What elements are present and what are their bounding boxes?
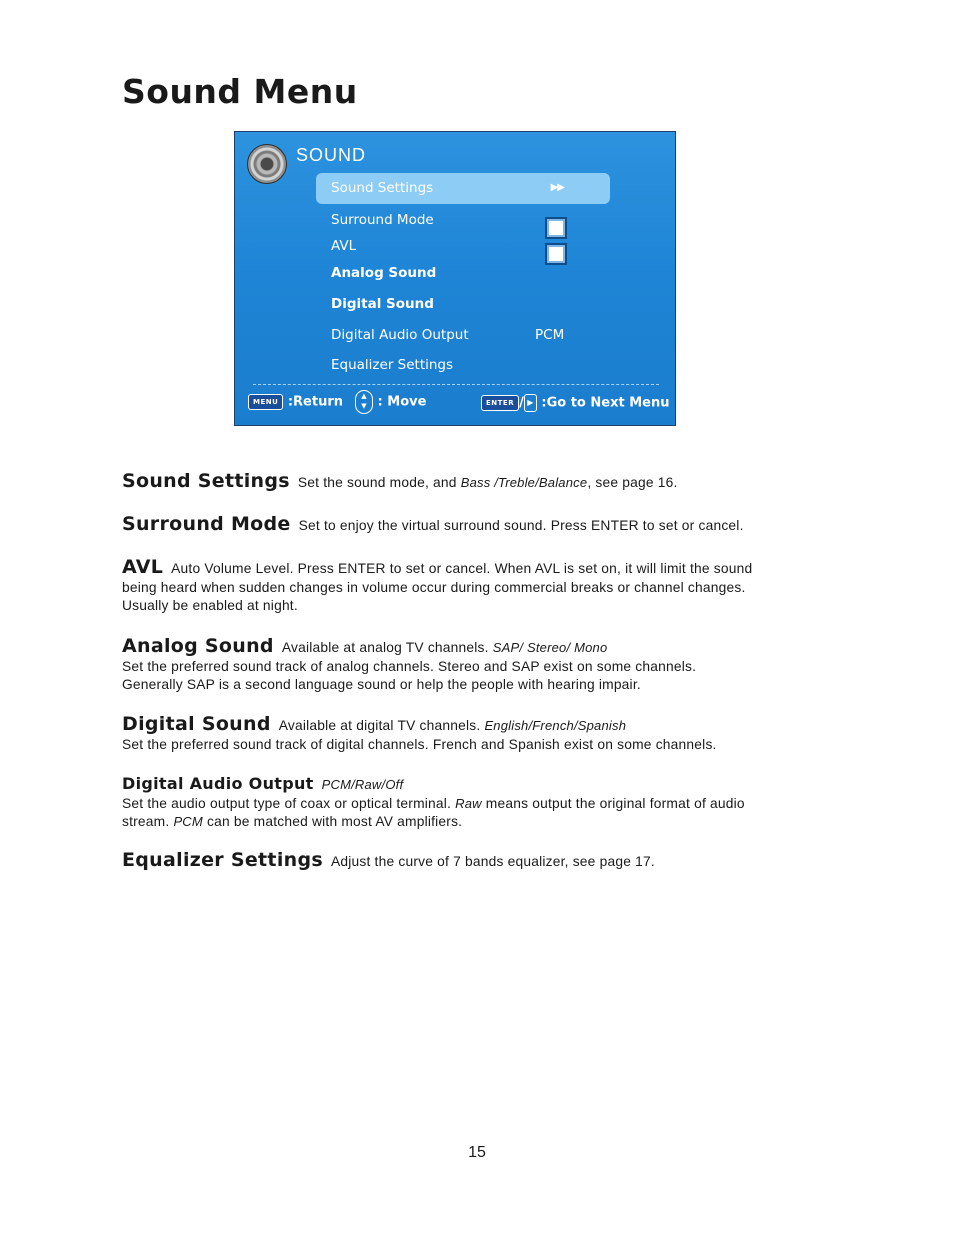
menu-item-surround-mode[interactable]: Surround Mode bbox=[331, 212, 434, 228]
move-label: : Move bbox=[377, 394, 427, 410]
section-options: Bass /Treble/Balance bbox=[460, 475, 588, 490]
section-surround-mode bbox=[122, 515, 822, 536]
return-label: :Return bbox=[287, 394, 343, 410]
menu-key-icon: MENU bbox=[248, 394, 283, 410]
footer-move bbox=[355, 390, 426, 414]
section-text: Auto Volume Level. Press ENTER to set or cancel. When AVL is set on, it will limit the sound being heard when sudden changes in volume occur during commercial breaks or channel changes. Usually be enabled at night. bbox=[122, 561, 753, 613]
section-equalizer-settings bbox=[122, 851, 822, 872]
section-heading: Surround Mode bbox=[122, 513, 291, 535]
section-options: English/French/Spanish bbox=[484, 718, 627, 733]
menu-item-equalizer-settings[interactable]: Equalizer Settings bbox=[331, 357, 454, 373]
avl-checkbox[interactable] bbox=[545, 243, 567, 265]
section-text: Available at analog TV channels. bbox=[281, 640, 493, 655]
section-digital-sound bbox=[122, 715, 822, 754]
section-text: Set the preferred sound track of digital channels. French and Spanish exist on some channels. bbox=[122, 736, 717, 752]
right-arrow-icon: ▶ bbox=[524, 394, 537, 412]
section-heading: Equalizer Settings bbox=[122, 849, 323, 871]
section-text: Generally SAP is a second language sound or help the people with hearing impair. bbox=[122, 677, 641, 692]
raw-term: Raw bbox=[455, 795, 482, 811]
section-heading: Digital Audio Output bbox=[122, 774, 314, 793]
section-heading: Sound Settings bbox=[122, 470, 290, 492]
menu-item-sound-settings[interactable] bbox=[316, 173, 610, 204]
section-heading: Analog Sound bbox=[122, 635, 274, 657]
section-sound-settings bbox=[122, 472, 822, 493]
section-text: Set the audio output type of coax or optical terminal. bbox=[122, 795, 456, 811]
enter-key-icon: ENTER bbox=[481, 395, 519, 411]
section-digital-audio-output bbox=[122, 775, 787, 832]
menu-item-analog-sound[interactable]: Analog Sound bbox=[331, 265, 437, 281]
enter-separator: / bbox=[519, 395, 524, 411]
section-text: can be matched with most AV amplifiers. bbox=[202, 814, 463, 829]
section-text: means output the original format of audio stream. bbox=[122, 795, 745, 829]
section-text: Set the preferred sound track of analog channels. Stereo and SAP exist on some channels. bbox=[122, 658, 697, 674]
footer-return bbox=[248, 394, 343, 418]
section-text: Set the sound mode, and bbox=[297, 475, 461, 490]
section-options: PCM/Raw/Off bbox=[321, 777, 404, 792]
digital-audio-output-value: PCM bbox=[535, 327, 565, 343]
menu-title: SOUND bbox=[296, 145, 367, 165]
menu-item-digital-audio-output[interactable]: Digital Audio Output bbox=[331, 327, 469, 343]
section-text: Available at digital TV channels. bbox=[278, 718, 485, 733]
menu-item-label: Sound Settings bbox=[331, 180, 434, 196]
section-heading: Digital Sound bbox=[122, 713, 271, 735]
menu-item-avl[interactable]: AVL bbox=[331, 238, 357, 254]
section-text: , see page 16. bbox=[587, 475, 678, 490]
submenu-arrow-icon: ▶▶ bbox=[550, 182, 564, 193]
next-menu-label: :Go to Next Menu bbox=[541, 395, 670, 411]
section-options: SAP/ Stereo/ Mono bbox=[492, 640, 608, 655]
page-number: 15 bbox=[468, 1144, 486, 1161]
sound-menu-panel bbox=[234, 131, 676, 426]
pcm-term: PCM bbox=[173, 814, 203, 829]
speaker-icon bbox=[247, 144, 287, 184]
footer-divider bbox=[253, 384, 659, 385]
section-avl bbox=[122, 558, 767, 616]
section-text: Set to enjoy the virtual surround sound. Press ENTER to set or cancel. bbox=[298, 518, 744, 533]
up-down-icon: ▲ ▼ bbox=[355, 390, 373, 414]
section-analog-sound bbox=[122, 637, 822, 695]
page-title: Sound Menu bbox=[122, 72, 358, 111]
footer-next bbox=[481, 394, 669, 418]
menu-item-digital-sound[interactable]: Digital Sound bbox=[331, 296, 434, 312]
section-heading: AVL bbox=[122, 556, 164, 578]
surround-mode-checkbox[interactable] bbox=[545, 217, 567, 239]
section-text: Adjust the curve of 7 bands equalizer, see page 17. bbox=[330, 854, 655, 869]
